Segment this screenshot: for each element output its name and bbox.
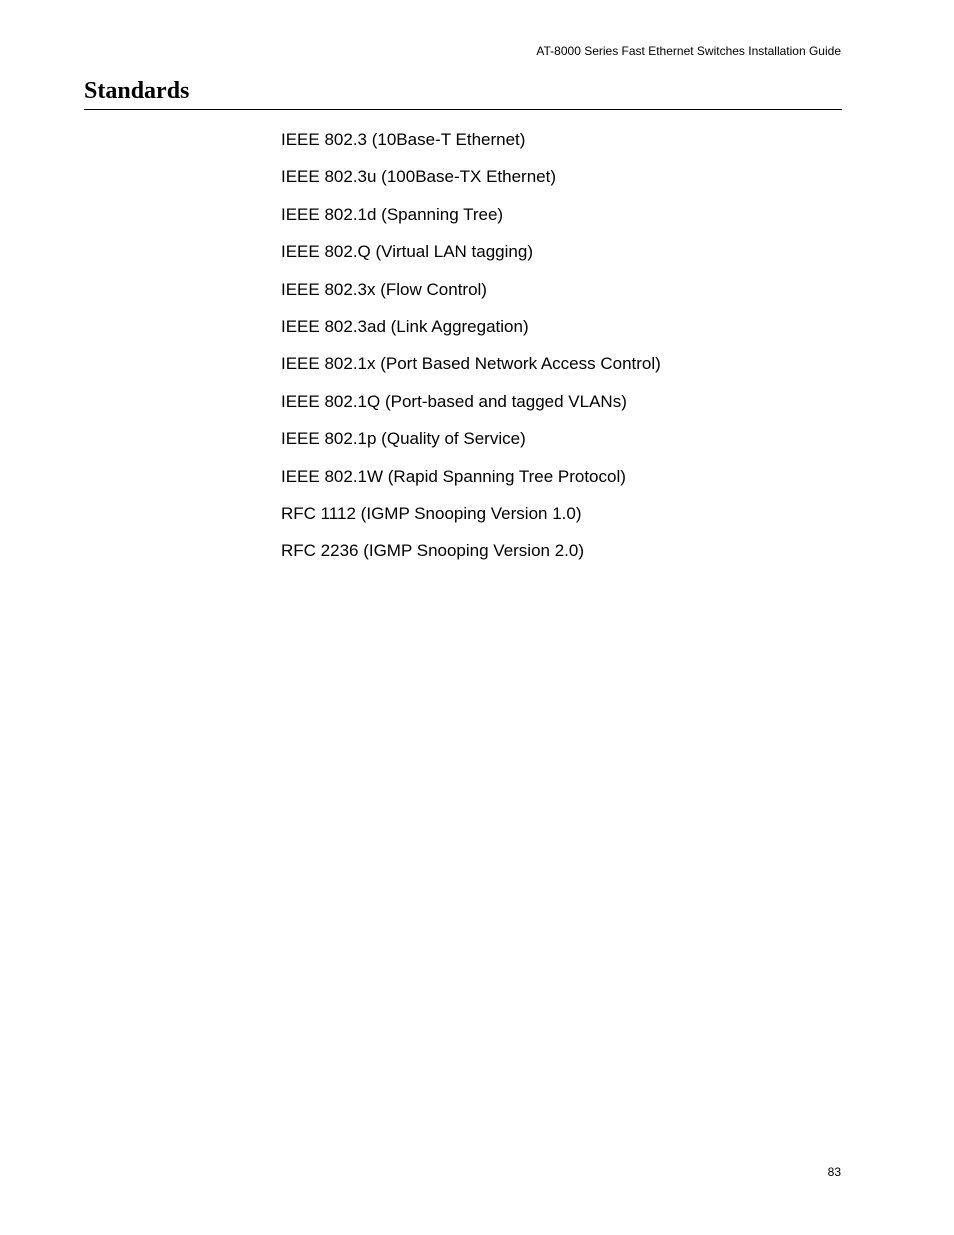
standards-list-item: IEEE 802.3ad (Link Aggregation) (281, 316, 529, 336)
running-header: AT-8000 Series Fast Ethernet Switches Installation Guide (536, 44, 841, 58)
standards-list-item: IEEE 802.3x (Flow Control) (281, 279, 487, 299)
standards-list-item: IEEE 802.1W (Rapid Spanning Tree Protocol) (281, 466, 626, 486)
standards-list-item: IEEE 802.Q (Virtual LAN tagging) (281, 242, 533, 262)
title-divider (84, 109, 842, 110)
standards-list-item: IEEE 802.3 (10Base-T Ethernet) (281, 130, 526, 149)
standards-list (281, 128, 661, 577)
standards-list-item: IEEE 802.1p (Quality of Service) (281, 429, 526, 449)
standards-list-item: IEEE 802.1Q (Port-based and tagged VLANs) (281, 391, 627, 411)
standards-list-item: IEEE 802.3u (100Base-TX Ethernet) (281, 167, 556, 187)
standards-list-item: RFC 1112 (IGMP Snooping Version 1.0) (281, 503, 582, 523)
standards-list-item: RFC 2236 (IGMP Snooping Version 2.0) (281, 541, 585, 561)
section-title: Standards (84, 78, 190, 104)
page-number: 83 (827, 1165, 841, 1179)
standards-list-item: IEEE 802.1d (Spanning Tree) (281, 204, 504, 224)
standards-list-item: IEEE 802.1x (Port Based Network Access Control) (281, 354, 661, 374)
